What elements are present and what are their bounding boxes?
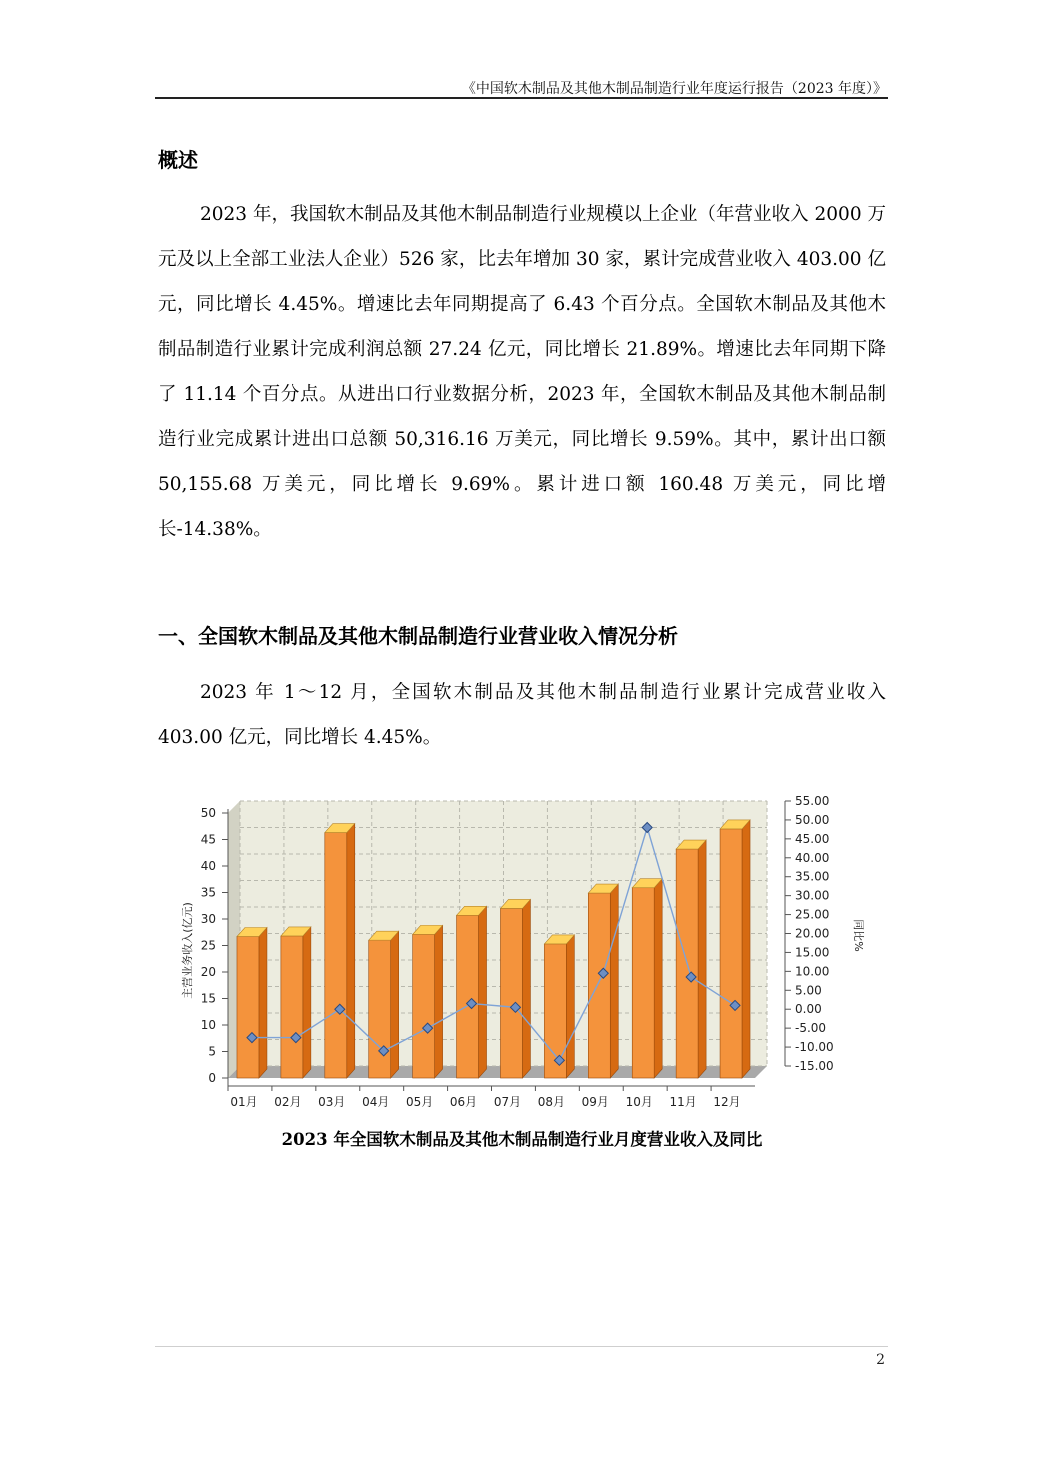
x-tick-label: 07月 — [493, 1095, 522, 1109]
y2-tick-label: 50.00 — [795, 812, 830, 827]
x-tick-label: 12月 — [713, 1095, 741, 1109]
bar-side — [654, 879, 662, 1078]
y2-tick-label: -10.00 — [795, 1040, 834, 1055]
bar — [369, 940, 391, 1078]
revenue-chart — [165, 790, 880, 1120]
y-tick-label: 45 — [200, 832, 216, 847]
bar-side — [610, 884, 618, 1078]
bar-side — [479, 906, 487, 1078]
bar-side — [742, 820, 750, 1078]
x-tick-label: 10月 — [625, 1095, 653, 1109]
bar — [500, 908, 522, 1078]
bar-side — [522, 899, 530, 1078]
bar-side — [303, 927, 311, 1078]
bar-side — [566, 935, 574, 1078]
x-tick-label: 03月 — [318, 1095, 346, 1109]
section-1-heading: 一、全国软木制品及其他木制品制造行业营业收入情况分析 — [158, 624, 678, 648]
y-tick-label: 20 — [200, 965, 216, 979]
y-tick-label: 10 — [200, 1018, 216, 1032]
y2-tick-label: 10.00 — [795, 964, 830, 979]
overview-paragraph: 2023 年，我国软木制品及其他木制品制造行业规模以上企业（年营业收入 2000 万元及以上全部工业法人企业）526 家，比去年增加 30 家，累计完成营业收入 403.00 亿元，同比增长 4.45%。增速比去年同期提高了 6.43 个百分点。全国软木制品及其他木制品制造行业累计完成利润总额 27.24 亿元，同比增长 21.89%。增速比去年同期下降了 11.14 个百分点。从进出口行业数据分析，2023 年，全国软木制品及其他木制品制造行业完成累计进出口总额 50,316.16 万美元，同比增长 9.59%。其中，累计出口额 50,155.68 万美元，同比增长 9.69%。累计进口额 160.48 万美元，同比增长-14.38%。 — [158, 204, 886, 540]
y2-tick-label: 5.00 — [795, 983, 822, 998]
y-axis-title: 主营业务收入(亿元) — [181, 902, 194, 999]
footer-rule — [155, 1346, 888, 1347]
y2-tick-label: 45.00 — [795, 831, 830, 846]
y2-tick-label: 35.00 — [795, 869, 830, 884]
bar — [413, 934, 435, 1078]
y-tick-label: 0 — [208, 1071, 216, 1085]
section-1-paragraph: 2023 年 1～12 月，全国软木制品及其他木制品制造行业累计完成营业收入 403.00 亿元，同比增长 4.45%。 — [158, 682, 886, 748]
header-rule — [155, 97, 888, 99]
y2-tick-label: 40.00 — [795, 850, 830, 865]
x-tick-label: 04月 — [362, 1095, 390, 1109]
bar-side — [698, 840, 706, 1078]
y2-tick-label: 20.00 — [795, 926, 830, 941]
y2-axis-title: 同比% — [852, 919, 865, 952]
bar — [632, 888, 654, 1078]
y-tick-label: 15 — [200, 991, 216, 1006]
y-tick-label: 25 — [200, 938, 216, 953]
running-header: 《中国软木制品及其他木制品制造行业年度运行报告（2023 年度）》 — [461, 81, 887, 97]
x-tick-label: 01月 — [230, 1095, 258, 1109]
bar-side — [259, 927, 267, 1078]
y-tick-label: 40 — [200, 859, 216, 873]
x-tick-label: 06月 — [449, 1095, 478, 1109]
y-tick-label: 5 — [208, 1044, 216, 1059]
bar — [544, 944, 566, 1078]
bar — [237, 936, 259, 1078]
y2-tick-label: -15.00 — [795, 1059, 834, 1073]
bar-side — [435, 925, 443, 1078]
bar — [588, 893, 610, 1078]
x-tick-label: 09月 — [581, 1095, 609, 1109]
bar — [720, 829, 742, 1078]
y2-tick-label: 25.00 — [795, 907, 830, 922]
bar-side — [347, 824, 355, 1078]
overview-heading: 概述 — [158, 148, 198, 172]
x-tick-label: 05月 — [405, 1095, 434, 1109]
y2-tick-label: 15.00 — [795, 945, 830, 960]
y2-tick-label: 0.00 — [795, 1002, 822, 1017]
bar — [281, 936, 303, 1078]
page-number: 2 — [876, 1352, 885, 1368]
bar — [325, 833, 347, 1078]
x-tick-label: 08月 — [537, 1095, 566, 1109]
chart-caption: 2023 年全国软木制品及其他木制品制造行业月度营业收入及同比 — [281, 1130, 763, 1149]
y-tick-label: 30 — [200, 912, 216, 926]
bar — [457, 915, 479, 1078]
y-tick-label: 50 — [200, 806, 216, 820]
x-tick-label: 02月 — [274, 1095, 302, 1109]
y2-tick-label: 30.00 — [795, 888, 830, 903]
bar-side — [391, 931, 399, 1078]
x-tick-label: 11月 — [669, 1095, 697, 1109]
y-tick-label: 35 — [200, 885, 216, 900]
y2-tick-label: 55.00 — [795, 794, 830, 808]
chart-canvas — [165, 790, 880, 1120]
y2-tick-label: -5.00 — [795, 1021, 827, 1036]
